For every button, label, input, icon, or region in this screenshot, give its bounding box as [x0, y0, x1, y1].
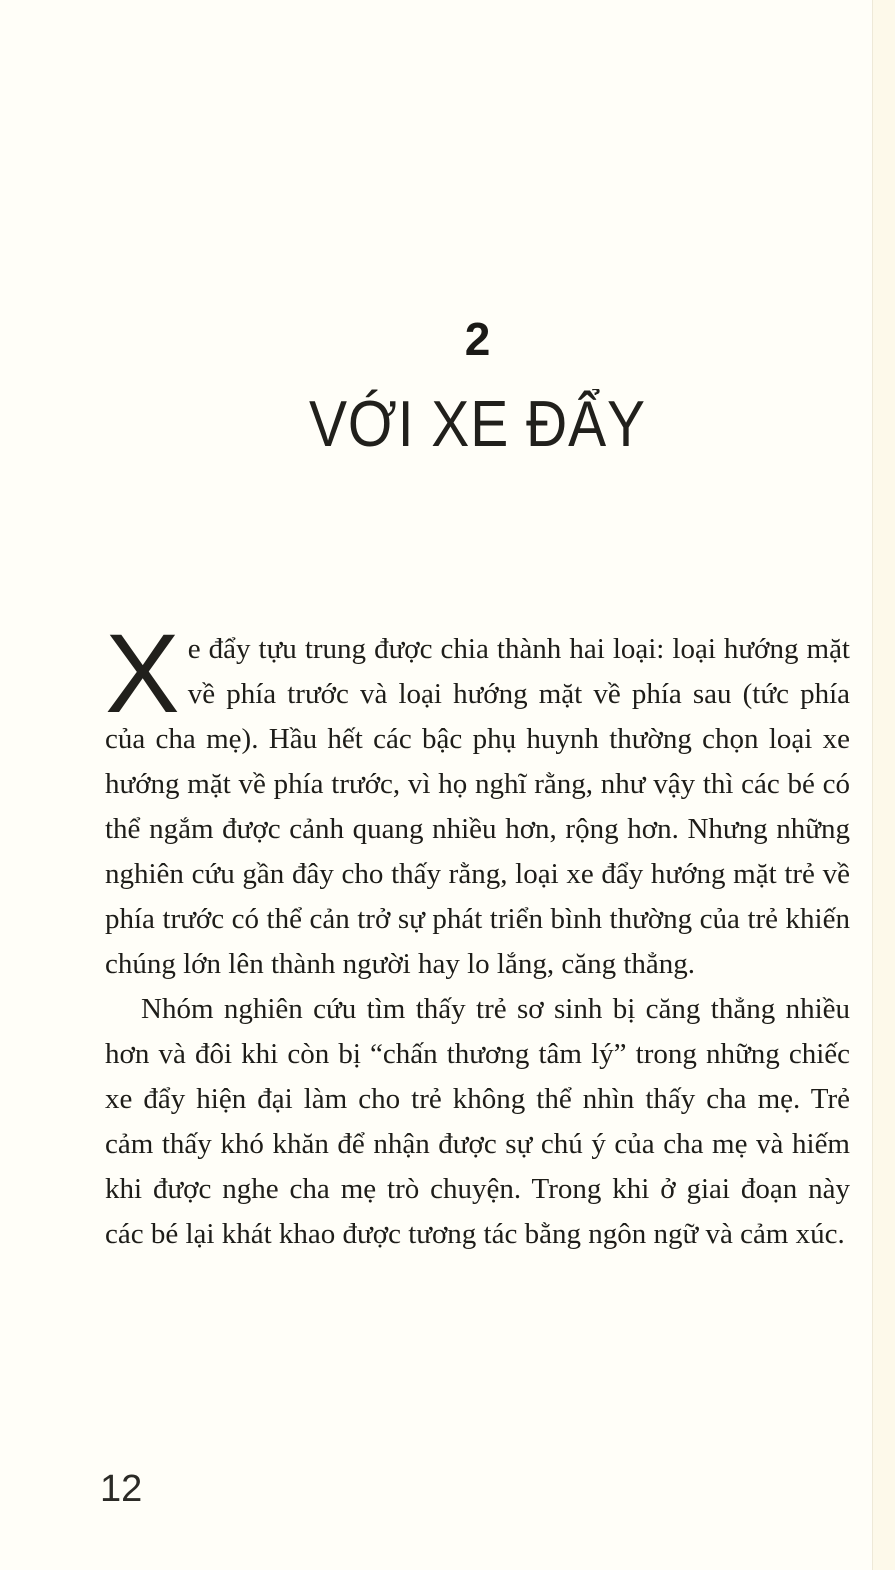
paragraph-1: Xe đẩy tựu trung được chia thành hai loại: loại hướng mặt về phía trước và loại hướng mặt về phía sau (tức phía của cha mẹ). Hầu hết các bậc phụ huynh thường chọn loại xe hướng mặt về phía trước, vì họ nghĩ rằng, như vậy thì các bé có thể ngắm được cảnh quang nhiều hơn, rộng hơn. Nhưng những nghiên cứu gần đây cho thấy rằng, loại xe đẩy hướng mặt trẻ về phía trước có thể cản trở sự phát triển bình thường của trẻ khiến chúng lớn lên thành người hay lo lắng, căng thẳng.	[105, 611, 850, 980]
page-edge-shadow	[872, 0, 895, 1570]
chapter-title: VỚI XE ĐẨY	[308, 389, 647, 461]
body-text	[105, 611, 850, 1257]
paragraph-2: Nhóm nghiên cứu tìm thấy trẻ sơ sinh bị căng thẳng nhiều hơn và đôi khi còn bị “chấn thương tâm lý” trong những chiếc xe đẩy hiện đại làm cho trẻ không thể nhìn thấy cha mẹ. Trẻ cảm thấy khó khăn để nhận được sự chú ý của cha mẹ và hiếm khi được nghe cha mẹ trò chuyện. Trong khi ở giai đoạn này các bé lại khát khao được tương tác bằng ngôn ngữ và cảm xúc.	[105, 993, 850, 1250]
page-number: 12	[100, 1468, 143, 1510]
dropcap-letter: X	[105, 611, 180, 736]
chapter-number: 2	[464, 313, 491, 365]
